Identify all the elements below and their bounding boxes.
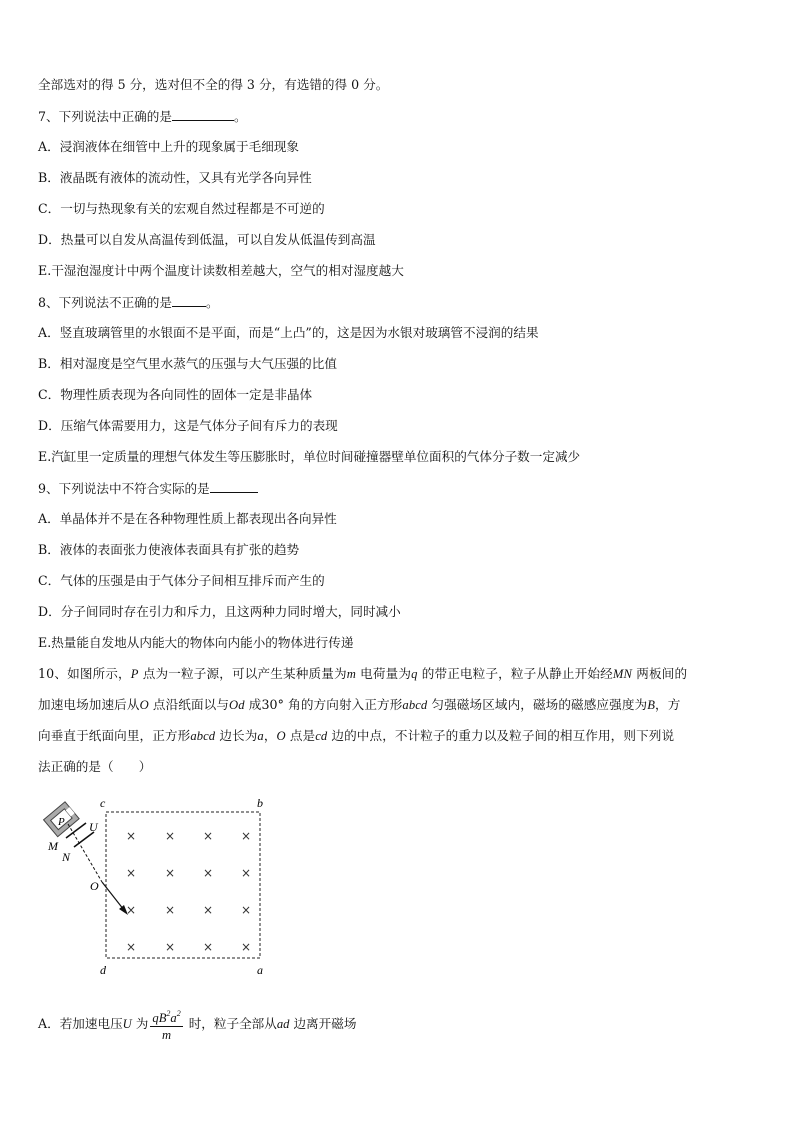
q7-option-b: B．液晶既有液体的流动性，又具有光学各向异性 bbox=[38, 170, 312, 185]
label-M: M bbox=[48, 839, 58, 853]
q9-option-d: D．分子间同时存在引力和斥力，且这两种力同时增大，同时减小 bbox=[38, 604, 401, 619]
q9-option-a: A．单晶体并不是在各种物理性质上都表现出各向异性 bbox=[38, 511, 337, 526]
field-cross: × bbox=[203, 866, 214, 880]
q9-option-c: C．气体的压强是由于气体分子间相互排斥而产生的 bbox=[38, 573, 325, 588]
label-d: d bbox=[100, 963, 106, 977]
field-cross: × bbox=[241, 903, 252, 917]
intro-text: 全部选对的得 5 分，选对但不全的得 3 分，有选错的得 0 分。 bbox=[38, 77, 389, 92]
q8-option-b: B．相对湿度是空气里水蒸气的压强与大气压强的比值 bbox=[38, 356, 337, 371]
field-cross: × bbox=[165, 866, 176, 880]
q8-blank bbox=[172, 294, 206, 307]
q9-stem: 9、下列说法中不符合实际的是 bbox=[38, 480, 258, 497]
q10-option-a: A．若加速电压U 为 $\frac{qB^2a^2}{m}$ 时，粒子全部从ad 边离开磁场 bbox=[38, 1004, 356, 1044]
q7-blank bbox=[172, 108, 234, 121]
field-crosses bbox=[126, 829, 251, 954]
q10-stem-line1: 10、如图所示，P 点为一粒子源，可以产生某种质量为m 电荷量为q 的带正电粒子，粒子从静止开始经MN 两板间的 bbox=[38, 666, 688, 681]
q10-figure bbox=[38, 794, 278, 984]
q10-stem-line2: 加速电场加速后从O 点沿纸面以与Od 成30° 角的方向射入正方形abcd 匀强磁场区域内，磁场的磁感应强度为B，方 bbox=[38, 697, 681, 712]
label-O: O bbox=[90, 879, 99, 893]
field-cross: × bbox=[241, 829, 252, 843]
q9-option-e: E.热量能自发地从内能大的物体向内能小的物体进行传递 bbox=[38, 635, 354, 650]
q7-option-d: D．热量可以自发从高温传到低温，可以自发从低温传到高温 bbox=[38, 232, 376, 247]
q8-stem: 8、下列说法不正确的是 。 bbox=[38, 295, 219, 310]
field-cross: × bbox=[126, 866, 137, 880]
q7-option-c: C．一切与热现象有关的宏观自然过程都是不可逆的 bbox=[38, 201, 325, 216]
q9-blank bbox=[210, 480, 258, 493]
q10-stem-line4: 法正确的是（ ） bbox=[38, 759, 152, 774]
label-N: N bbox=[62, 850, 71, 864]
field-cross: × bbox=[165, 829, 176, 843]
field-cross: × bbox=[126, 903, 137, 917]
field-cross: × bbox=[241, 940, 252, 954]
q8-option-d: D．压缩气体需要用力，这是气体分子间有斥力的表现 bbox=[38, 418, 338, 433]
label-U: U bbox=[89, 820, 98, 834]
label-P: P bbox=[58, 816, 65, 828]
field-cross: × bbox=[165, 940, 176, 954]
q8-option-c: C．物理性质表现为各向同性的固体一定是非晶体 bbox=[38, 387, 313, 402]
label-a: a bbox=[257, 963, 263, 977]
field-cross: × bbox=[126, 940, 137, 954]
q10-stem-line3: 向垂直于纸面向里，正方形abcd 边长为a，O 点是cd 边的中点，不计粒子的重力以及粒子间的相互作用，则下列说 bbox=[38, 728, 675, 743]
field-cross: × bbox=[203, 903, 214, 917]
q8-option-e: E.汽缸里一定质量的理想气体发生等压膨胀时，单位时间碰撞器壁单位面积的气体分子数一定减少 bbox=[38, 449, 581, 464]
q7-option-e: E.干湿泡湿度计中两个温度计读数相差越大，空气的相对湿度越大 bbox=[38, 263, 404, 278]
q7-option-a: A．浸润液体在细管中上升的现象属于毛细现象 bbox=[38, 139, 299, 154]
label-c: c bbox=[100, 796, 106, 810]
label-b: b bbox=[257, 796, 263, 810]
particle-velocity-arrow bbox=[102, 882, 124, 910]
fraction: $\frac{qB^2a^2}{m}$ bbox=[150, 1006, 182, 1043]
field-cross: × bbox=[203, 940, 214, 954]
q9-option-b: B．液体的表面张力使液体表面具有扩张的趋势 bbox=[38, 542, 300, 557]
field-cross: × bbox=[165, 903, 176, 917]
q8-option-a: A．竖直玻璃管里的水银面不是平面，而是“上凸”的，这是因为水银对玻璃管不浸润的结果 bbox=[38, 325, 539, 340]
q7-stem: 7、下列说法中正确的是 。 bbox=[38, 109, 247, 124]
field-cross: × bbox=[126, 829, 137, 843]
field-cross: × bbox=[203, 829, 214, 843]
field-cross: × bbox=[241, 866, 252, 880]
